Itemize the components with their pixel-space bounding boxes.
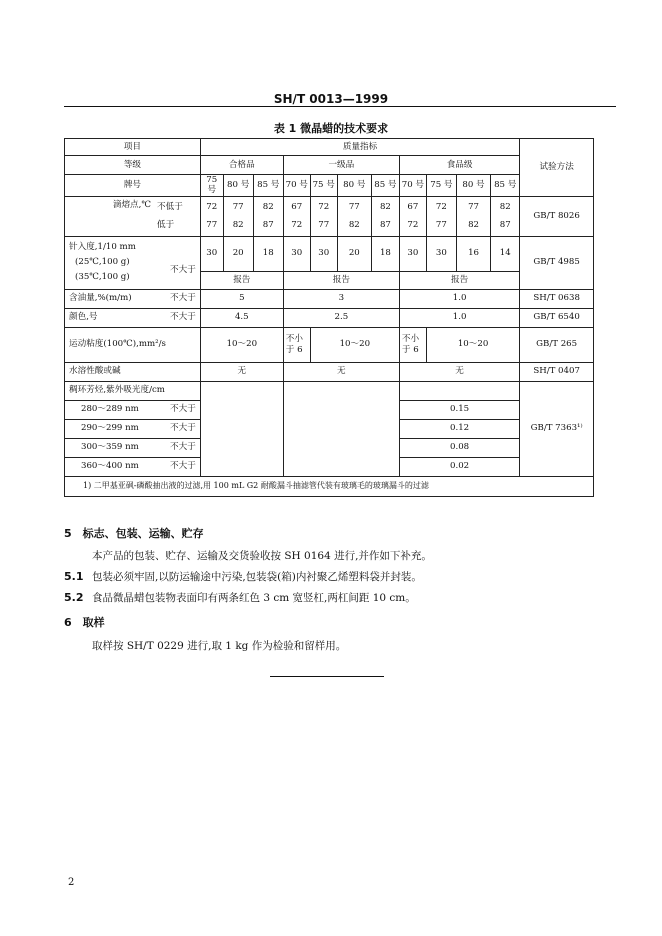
- col-method: 试验方法: [520, 139, 594, 197]
- end-rule: [270, 676, 384, 677]
- penetration-row-25: 针入度,1/10 mm (25℃,100 g) (35℃,100 g) 不大于 30 20 18 30 30 20 18 30 30 16 14 GB/T 4985: [65, 236, 594, 271]
- brand-cell: 85 号: [491, 175, 520, 197]
- method-cell: GB/T 6540: [520, 308, 594, 327]
- col-quality: 质量指标: [200, 139, 519, 156]
- method-cell: GB/T 7363¹⁾: [520, 381, 594, 476]
- clause-5-2: 5.2 食品微晶蜡包装物表面印有两条红色 3 cm 宽竖杠,两杠间距 10 cm。: [64, 591, 416, 604]
- header-row-1: [65, 139, 594, 156]
- section-5-title: 5 标志、包装、运输、贮存: [64, 527, 204, 540]
- penetration-label: 针入度,1/10 mm (25℃,100 g) (35℃,100 g) 不大于: [65, 236, 201, 289]
- brand-cell: 85 号: [371, 175, 399, 197]
- brand-cell: 75 号: [200, 175, 223, 197]
- col-item: 项目: [65, 139, 201, 156]
- footnote-row: [65, 476, 594, 496]
- aromatics-row: 300～359 nm 不大于 0.08: [65, 438, 594, 457]
- brand-row: [65, 175, 594, 197]
- table-footnote: 1) 二甲基亚砜-磷酸抽出液的过滤,用 100 mL G2 耐酸漏斗抽滤管代装有玻璃毛的玻璃漏斗的过滤: [65, 476, 594, 496]
- grade-cell: 食品级: [399, 156, 519, 175]
- method-cell: GB/T 8026: [520, 196, 594, 236]
- section-6-para: 取样按 SH/T 0229 进行,取 1 kg 作为检验和留样用。: [92, 640, 347, 652]
- header-rule: [64, 106, 616, 107]
- grade-cell: 合格品: [200, 156, 283, 175]
- brand-cell: 75 号: [310, 175, 337, 197]
- aromatics-title-row: 稠环芳烃,紫外吸光度/cm GB/T 7363¹⁾: [65, 381, 594, 400]
- clause-5-1: 5.1 包装必须牢固,以防运输途中污染,包装袋(箱)内衬聚乙烯塑料袋并封装。: [64, 570, 422, 583]
- grade-cell: 一级品: [283, 156, 399, 175]
- acid-row: 水溶性酸或碱 无 无 无 SH/T 0407: [65, 362, 594, 381]
- penetration-row-35: 报告 报告 报告: [65, 271, 594, 289]
- aromatics-row: 280～289 nm 不大于 0.15: [65, 400, 594, 419]
- brand-cell: 70 号: [283, 175, 310, 197]
- grade-row: [65, 156, 594, 175]
- page-number: 2: [68, 877, 75, 888]
- brand-cell: 80 号: [337, 175, 371, 197]
- aromatics-row: 360～400 nm 不大于 0.02: [65, 457, 594, 476]
- aromatics-row: 290～299 nm 不大于 0.12: [65, 419, 594, 438]
- method-cell: GB/T 265: [520, 327, 594, 362]
- table-caption: 表 1 微晶蜡的技术要求: [273, 122, 389, 135]
- method-cell: SH/T 0407: [520, 362, 594, 381]
- brand-cell: 70 号: [399, 175, 426, 197]
- method-cell: SH/T 0638: [520, 289, 594, 308]
- standard-number: SH/T 0013—1999: [273, 92, 389, 106]
- viscosity-row: 运动粘度(100℃),mm²/s 10～20 不小于 6 10～20 不小于 6 10～20 GB/T 265: [65, 327, 594, 362]
- section-6-title: 6 取样: [64, 616, 105, 629]
- section-5-para: 本产品的包装、贮存、运输及交货验收按 SH 0164 进行,并作如下补充。: [92, 550, 432, 562]
- method-cell: GB/T 4985: [520, 236, 594, 289]
- dropping-point-label: 滴熔点,℃ 不低于 低于: [65, 196, 201, 236]
- brand-cell: 85 号: [253, 175, 283, 197]
- brand-cell: 80 号: [223, 175, 253, 197]
- brand-cell: 80 号: [456, 175, 490, 197]
- oil-content-row: 含油量,%(m/m) 不大于 5 3 1.0 SH/T 0638: [65, 289, 594, 308]
- brand-cell: 75 号: [426, 175, 456, 197]
- dropping-point-row: 滴熔点,℃ 不低于 低于 72 77 77 82 82 87 67 72 72 77 77 82 82 87 67 72 72 77 77 82 82 87 GB/T 8026: [65, 196, 594, 236]
- grade-label: 等级: [65, 156, 201, 175]
- color-row: 颜色,号 不大于 4.5 2.5 1.0 GB/T 6540: [65, 308, 594, 327]
- brand-label: 牌号: [65, 175, 201, 197]
- spec-table: [64, 138, 594, 497]
